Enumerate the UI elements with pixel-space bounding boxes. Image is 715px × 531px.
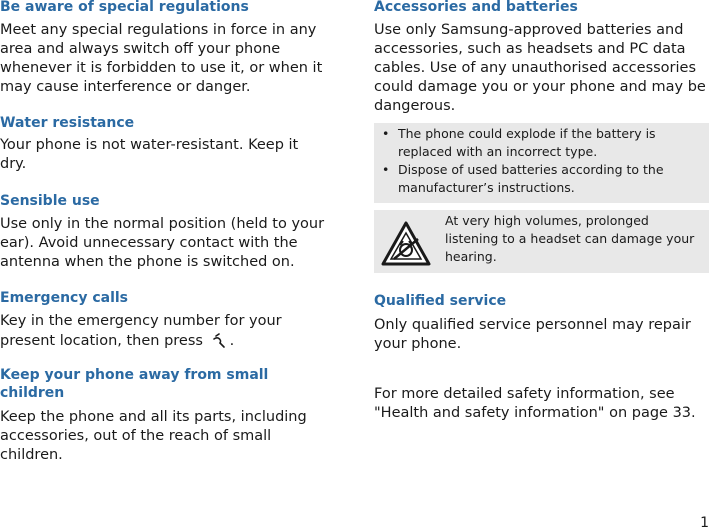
text-sensible-use: Use only in the normal position (held to your ear). Avoid unnecessary contact with the antenna when the phone is switched on. <box>0 216 325 270</box>
hearing-warning-box <box>374 210 709 273</box>
battery-note-list <box>374 125 709 197</box>
emergency-text-pre: Key in the emergency number for your present location, then press <box>0 313 282 349</box>
heading-sensible-use: Sensible use <box>0 193 100 209</box>
text-special-regulations: Meet any special regulations in force in any area and always switch off your phone whenever it is forbidden to use it, or when it may cause interference or danger. <box>0 22 323 95</box>
heading-small-children: Keep your phone away from small children <box>0 367 269 401</box>
text-small-children: Keep the phone and all its parts, including accessories, out of the reach of small children. <box>0 409 307 463</box>
heading-emergency-calls: Emergency calls <box>0 290 129 306</box>
text-accessories-batteries: Use only Samsung-approved batteries and accessories, such as headsets and PC data cables. Use of any unauthorised accessories could damage you or your phone and may be dangerous. <box>374 22 706 114</box>
note-item: • Dispose of used batteries according to the manufacturer’s instructions. <box>374 161 709 197</box>
emergency-text-post: . <box>229 333 235 349</box>
text-emergency-calls <box>0 312 310 351</box>
page-number: 1 <box>700 515 709 531</box>
note-item: • The phone could explode if the battery is replaced with an incorrect type. <box>374 125 709 161</box>
text-qualified-service: Only qualified service personnel may repair your phone. <box>374 317 691 352</box>
battery-note-box <box>374 123 709 203</box>
send-key-icon <box>210 331 230 351</box>
heading-qualified-service: Qualified service <box>374 293 507 309</box>
heading-special-regulations: Be aware of special regulations <box>0 0 249 15</box>
heading-water-resistance: Water resistance <box>0 115 135 131</box>
text-more-safety-info: For more detailed safety information, see "Health and safety information" on page 33. <box>374 386 696 421</box>
heading-accessories-batteries: Accessories and batteries <box>374 0 578 15</box>
text-water-resistance: Your phone is not water-resistant. Keep it dry. <box>0 137 299 172</box>
hearing-warning-text: At very high volumes, prolonged listening to a headset can damage your hearing. <box>445 213 695 264</box>
hearing-warning-icon <box>380 219 432 274</box>
